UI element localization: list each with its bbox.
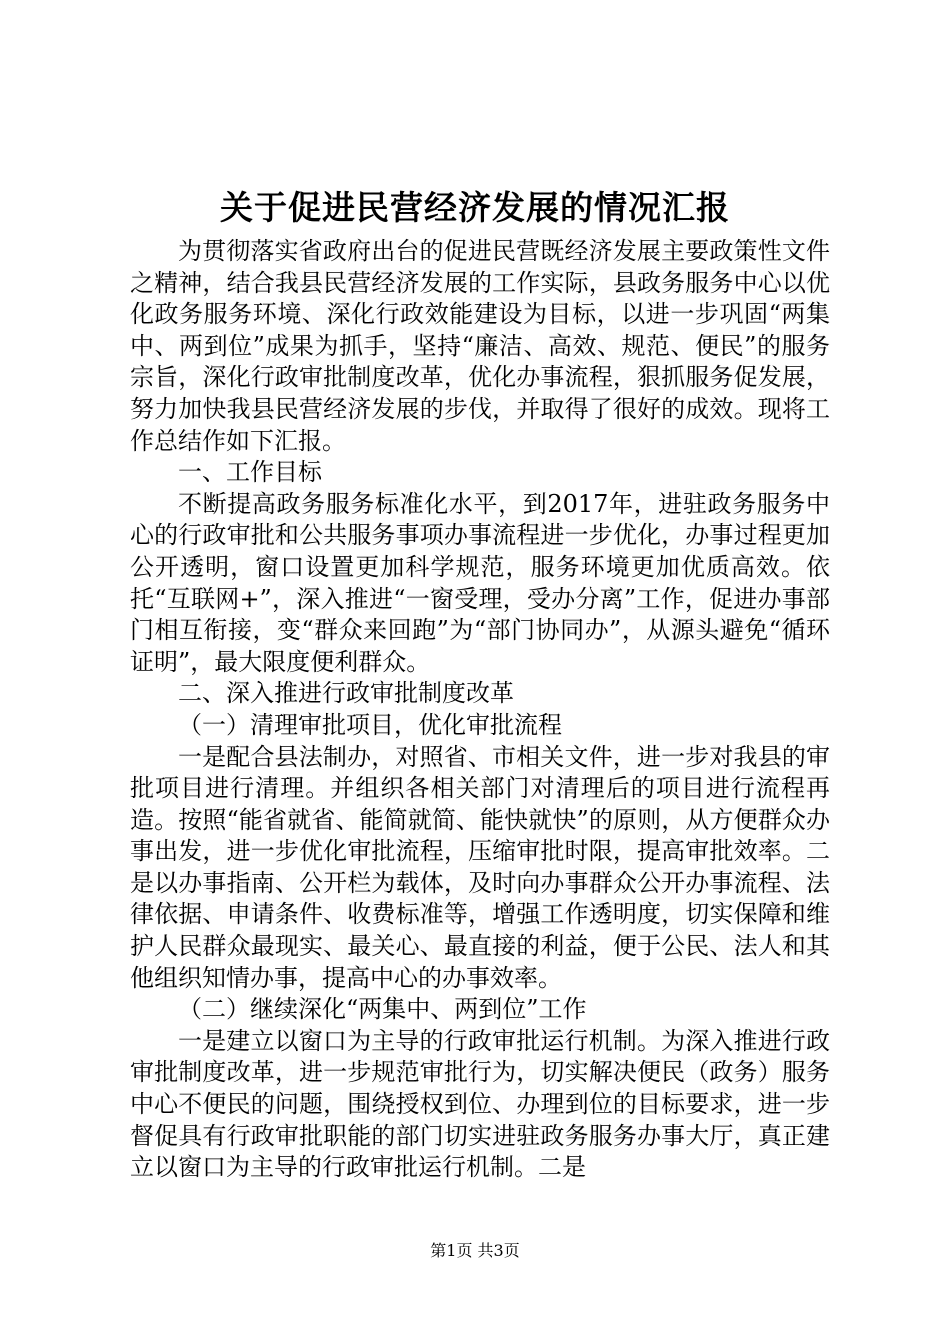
subsection-heading-2: （二）继续深化“两集中、两到位”工作 xyxy=(178,995,587,1024)
paragraph-subsection-2: 一是建立以窗口为主导的行政审批运行机制。为深入推进行政审批制度改革，进一步规范审批行为，切实解决便民（政务）服务中心不便民的问题，围绕授权到位、办理到位的目标要求，进一步督促具有行政审批职能的部门切实进驻政务服务办事大厅，真正建立以窗口为主导的行政审批运行机制。二是 xyxy=(130,1026,830,1182)
paragraph-goals: 不断提高政务服务标准化水平，到2017年，进驻政务服务中心的行政审批和公共服务事项办事流程进一步优化，办事过程更加公开透明，窗口设置更加科学规范，服务环境更加优质高效。依托“互联网+”，深入推进“一窗受理，受办分离”工作，促进办事部门相互衔接，变“群众来回跑”为“部门协同办”，从源头避免“循环证明”，最大限度便利群众。 xyxy=(130,489,830,676)
document-title: 关于促进民营经济发展的情况汇报 xyxy=(220,188,730,227)
subsection-heading-1: （一）清理审批项目，优化审批流程 xyxy=(178,710,562,739)
section-heading-reform: 二、深入推进行政审批制度改革 xyxy=(178,679,514,708)
page-footer: 第1页 共3页 xyxy=(430,1241,520,1260)
paragraph-intro: 为贯彻落实省政府出台的促进民营既经济发展主要政策性文件之精神，结合我县民营经济发展的工作实际，县政务服务中心以优化政务服务环境、深化行政效能建设为目标，以进一步巩固“两集中、两到位”成果为抓手，坚持“廉洁、高效、规范、便民”的服务宗旨，深化行政审批制度改革，优化办事流程，狠抓服务促发展，努力加快我县民营经济发展的步伐，并取得了很好的成效。现将工作总结作如下汇报。 xyxy=(130,237,830,455)
document-body xyxy=(130,236,830,1184)
section-heading-goals: 一、工作目标 xyxy=(178,458,322,487)
paragraph-subsection-1: 一是配合县法制办，对照省、市相关文件，进一步对我县的审批项目进行清理。并组织各相关部门对清理后的项目进行流程再造。按照“能省就省、能简就简、能快就快”的原则，从方便群众办事出发，进一步优化审批流程，压缩审批时限，提高审批效率。二是以办事指南、公开栏为载体，及时向办事群众公开办事流程、法律依据、申请条件、收费标准等，增强工作透明度，切实保障和维护人民群众最现实、最关心、最直接的利益，便于公民、法人和其他组织知情办事，提高中心的办事效率。 xyxy=(130,742,830,992)
